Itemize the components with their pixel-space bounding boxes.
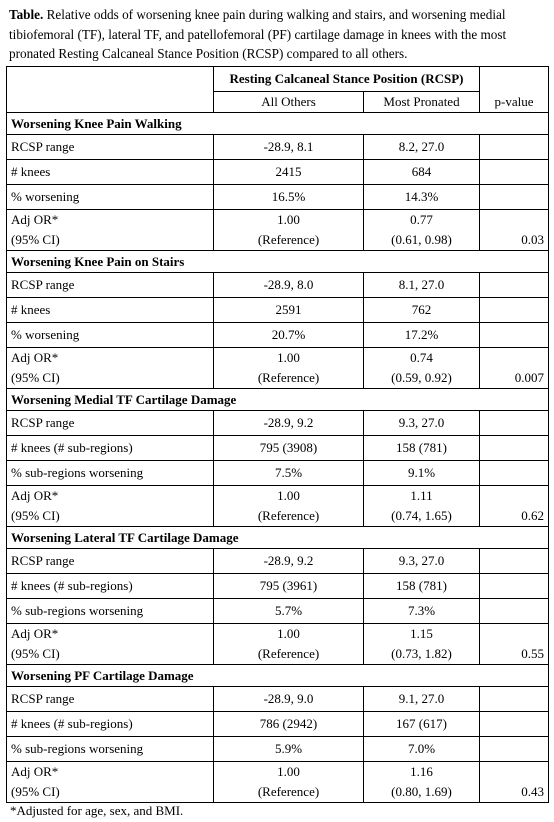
- or-most-pronated-line-1: 0.77: [410, 212, 433, 227]
- pvalue-cell: [480, 160, 549, 185]
- row-label: % sub-regions worsening: [7, 737, 214, 762]
- most-pronated-value: 7.3%: [364, 599, 480, 624]
- or-pvalue: [480, 486, 549, 527]
- or-label-line-2: (95% CI): [11, 784, 60, 799]
- or-most-pronated-line-1: 1.11: [410, 488, 433, 503]
- all-others-value: 2415: [214, 160, 364, 185]
- or-all-others-line-1: 1.00: [277, 350, 300, 365]
- or-label-line-2: (95% CI): [11, 508, 60, 523]
- all-others-value: 5.7%: [214, 599, 364, 624]
- pvalue-cell: [480, 411, 549, 436]
- or-all-others-line-1: 1.00: [277, 764, 300, 779]
- or-label-line-2: (95% CI): [11, 232, 60, 247]
- table-row: [7, 436, 549, 461]
- or-all-others: [214, 210, 364, 251]
- all-others-value: 795 (3961): [214, 574, 364, 599]
- or-pvalue-line-2: 0.62: [521, 508, 544, 523]
- pvalue-cell: [480, 599, 549, 624]
- pvalue-cell: [480, 185, 549, 210]
- all-others-value: 5.9%: [214, 737, 364, 762]
- row-label: # knees: [7, 298, 214, 323]
- most-pronated-value: 7.0%: [364, 737, 480, 762]
- or-label-line-1: Adj OR*: [11, 350, 59, 365]
- header-row-group: [7, 67, 549, 92]
- row-label: % sub-regions worsening: [7, 461, 214, 486]
- pvalue-cell: [480, 549, 549, 574]
- table-row: [7, 574, 549, 599]
- or-all-others-line-2: (Reference): [257, 646, 320, 661]
- or-pvalue: [480, 210, 549, 251]
- table-row: [7, 549, 549, 574]
- row-label: # knees (# sub-regions): [7, 436, 214, 461]
- all-others-value: 2591: [214, 298, 364, 323]
- all-others-value: -28.9, 8.0: [214, 273, 364, 298]
- or-most-pronated: [364, 624, 480, 665]
- table-row: [7, 273, 549, 298]
- all-others-value: -28.9, 9.2: [214, 549, 364, 574]
- or-pvalue-line-1: [484, 486, 544, 506]
- or-most-pronated: [364, 486, 480, 527]
- most-pronated-value: 684: [364, 160, 480, 185]
- most-pronated-value: 8.2, 27.0: [364, 135, 480, 160]
- most-pronated-value: 17.2%: [364, 323, 480, 348]
- table-row: [7, 323, 549, 348]
- table-row: [7, 160, 549, 185]
- or-all-others: [214, 348, 364, 389]
- header-empty-cell: [7, 67, 214, 113]
- table-footnote: *Adjusted for age, sex, and BMI.: [10, 803, 184, 818]
- section-title: Worsening Medial TF Cartilage Damage: [7, 389, 549, 411]
- most-pronated-value: 9.1%: [364, 461, 480, 486]
- row-label: % sub-regions worsening: [7, 599, 214, 624]
- or-all-others-line-1: 1.00: [277, 488, 300, 503]
- table-caption: [9, 5, 545, 64]
- or-all-others-line-1: 1.00: [277, 626, 300, 641]
- or-all-others-line-2: (Reference): [257, 784, 320, 799]
- pvalue-cell: [480, 687, 549, 712]
- row-label: % worsening: [7, 323, 214, 348]
- header-most-pronated: Most Pronated: [364, 92, 480, 113]
- section-header-row: [7, 251, 549, 273]
- most-pronated-value: 167 (617): [364, 712, 480, 737]
- section-header-row: [7, 113, 549, 135]
- or-all-others-line-1: 1.00: [277, 212, 300, 227]
- section-header-row: [7, 665, 549, 687]
- or-most-pronated-line-1: 0.74: [410, 350, 433, 365]
- table-row: [7, 737, 549, 762]
- or-all-others: [214, 486, 364, 527]
- or-most-pronated: [364, 348, 480, 389]
- or-pvalue-line-1: [484, 348, 544, 368]
- or-all-others-line-2: (Reference): [257, 232, 320, 247]
- row-label: % worsening: [7, 185, 214, 210]
- most-pronated-value: 762: [364, 298, 480, 323]
- all-others-value: -28.9, 9.2: [214, 411, 364, 436]
- most-pronated-value: 158 (781): [364, 436, 480, 461]
- row-label: # knees: [7, 160, 214, 185]
- most-pronated-value: 9.1, 27.0: [364, 687, 480, 712]
- or-label: [7, 624, 214, 665]
- table-row: [7, 461, 549, 486]
- row-label: # knees (# sub-regions): [7, 712, 214, 737]
- section-title: Worsening PF Cartilage Damage: [7, 665, 549, 687]
- table-row: [7, 135, 549, 160]
- or-most-pronated: [364, 210, 480, 251]
- section-title: Worsening Knee Pain on Stairs: [7, 251, 549, 273]
- header-all-others: All Others: [214, 92, 364, 113]
- all-others-value: 786 (2942): [214, 712, 364, 737]
- or-label: [7, 348, 214, 389]
- or-label-line-1: Adj OR*: [11, 764, 59, 779]
- or-pvalue: [480, 348, 549, 389]
- adjusted-or-row: [7, 210, 549, 251]
- or-pvalue-line-2: 0.43: [521, 784, 544, 799]
- row-label: RCSP range: [7, 273, 214, 298]
- or-most-pronated-line-2: (0.73, 1.82): [391, 646, 452, 661]
- row-label: RCSP range: [7, 135, 214, 160]
- most-pronated-value: 9.3, 27.0: [364, 549, 480, 574]
- adjusted-or-row: [7, 762, 549, 803]
- row-label: # knees (# sub-regions): [7, 574, 214, 599]
- pvalue-cell: [480, 574, 549, 599]
- pvalue-cell: [480, 298, 549, 323]
- or-most-pronated-line-2: (0.61, 0.98): [391, 232, 452, 247]
- pvalue-cell: [480, 273, 549, 298]
- all-others-value: -28.9, 9.0: [214, 687, 364, 712]
- pvalue-cell: [480, 436, 549, 461]
- table-row: [7, 712, 549, 737]
- pvalue-cell: [480, 712, 549, 737]
- row-label: RCSP range: [7, 549, 214, 574]
- section-header-row: [7, 389, 549, 411]
- all-others-value: 795 (3908): [214, 436, 364, 461]
- or-all-others-line-2: (Reference): [257, 508, 320, 523]
- or-most-pronated: [364, 762, 480, 803]
- or-label: [7, 486, 214, 527]
- most-pronated-value: 158 (781): [364, 574, 480, 599]
- or-label: [7, 762, 214, 803]
- all-others-value: 7.5%: [214, 461, 364, 486]
- pvalue-cell: [480, 135, 549, 160]
- or-most-pronated-line-1: 1.16: [410, 764, 433, 779]
- header-group-title: Resting Calcaneal Stance Position (RCSP): [214, 67, 480, 92]
- most-pronated-value: 8.1, 27.0: [364, 273, 480, 298]
- or-pvalue: [480, 624, 549, 665]
- section-title: Worsening Lateral TF Cartilage Damage: [7, 527, 549, 549]
- or-label-line-1: Adj OR*: [11, 626, 59, 641]
- table-row: [7, 411, 549, 436]
- or-pvalue-line-1: [484, 624, 544, 644]
- row-label: RCSP range: [7, 411, 214, 436]
- table-row: [7, 298, 549, 323]
- results-table: [6, 66, 549, 803]
- or-pvalue: [480, 762, 549, 803]
- all-others-value: 20.7%: [214, 323, 364, 348]
- or-label-line-1: Adj OR*: [11, 212, 59, 227]
- adjusted-or-row: [7, 486, 549, 527]
- all-others-value: 16.5%: [214, 185, 364, 210]
- or-most-pronated-line-2: (0.80, 1.69): [391, 784, 452, 799]
- most-pronated-value: 9.3, 27.0: [364, 411, 480, 436]
- caption-label: Table.: [9, 7, 44, 22]
- all-others-value: -28.9, 8.1: [214, 135, 364, 160]
- table-row: [7, 687, 549, 712]
- table-row: [7, 185, 549, 210]
- section-header-row: [7, 527, 549, 549]
- or-label-line-2: (95% CI): [11, 370, 60, 385]
- or-pvalue-line-2: 0.55: [521, 646, 544, 661]
- or-pvalue-line-2: 0.007: [514, 370, 544, 385]
- adjusted-or-row: [7, 348, 549, 389]
- or-most-pronated-line-2: (0.74, 1.65): [391, 508, 452, 523]
- section-title: Worsening Knee Pain Walking: [7, 113, 549, 135]
- or-pvalue-line-1: [484, 210, 544, 230]
- or-all-others-line-2: (Reference): [257, 370, 320, 385]
- or-most-pronated-line-1: 1.15: [410, 626, 433, 641]
- caption-text: Relative odds of worsening knee pain during walking and stairs, and worsening medial tibiofemoral (TF), lateral TF, and patellofemoral (PF) cartilage damage in knees with the most pronated Resting Calcaneal Stance Position (RCSP) compared to all others.: [9, 7, 507, 61]
- adjusted-or-row: [7, 624, 549, 665]
- pvalue-cell: [480, 737, 549, 762]
- header-pvalue: p-value: [480, 67, 549, 113]
- or-most-pronated-line-2: (0.59, 0.92): [391, 370, 452, 385]
- or-label-line-1: Adj OR*: [11, 488, 59, 503]
- or-all-others: [214, 762, 364, 803]
- or-label-line-2: (95% CI): [11, 646, 60, 661]
- row-label: RCSP range: [7, 687, 214, 712]
- or-pvalue-line-2: 0.03: [521, 232, 544, 247]
- most-pronated-value: 14.3%: [364, 185, 480, 210]
- table-row: [7, 599, 549, 624]
- or-pvalue-line-1: [484, 762, 544, 782]
- pvalue-cell: [480, 323, 549, 348]
- or-label: [7, 210, 214, 251]
- pvalue-cell: [480, 461, 549, 486]
- or-all-others: [214, 624, 364, 665]
